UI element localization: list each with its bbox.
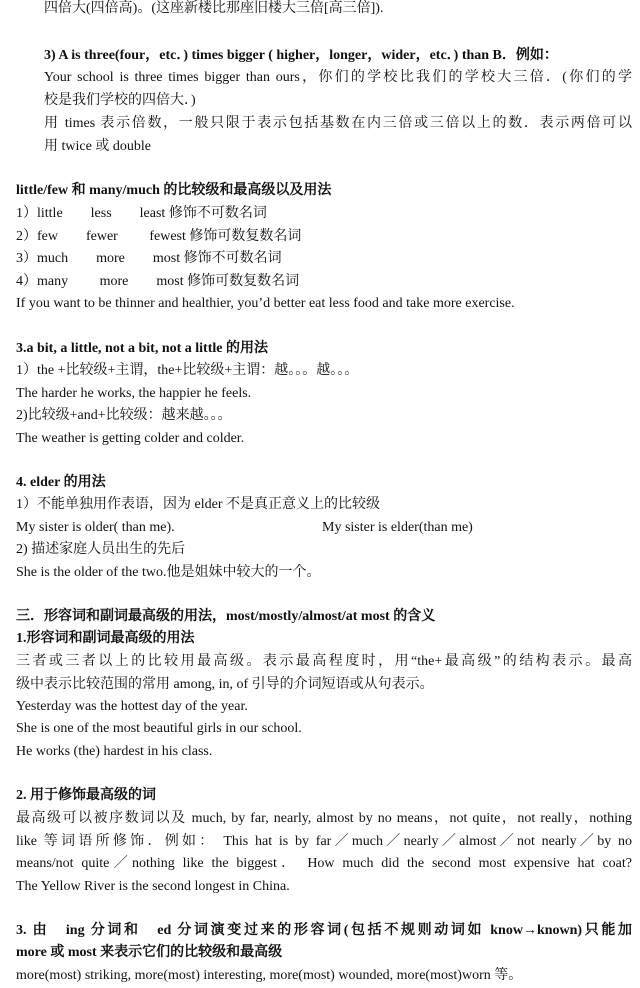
subsection-heading: 1.形容词和副词最高级的用法 bbox=[16, 631, 195, 646]
paragraph-line: means/not quite／nothing like the biggest． How much did the second most expensive hat coat? bbox=[16, 856, 632, 871]
list-item: 3）much more most 修饰不可数名词 bbox=[16, 251, 282, 266]
example-line: The harder he works, the happier he feels. bbox=[16, 386, 252, 401]
example-line: She is the older of the two.他是姐妹中较大的一个。 bbox=[16, 565, 321, 580]
list-item: 2)比较级+and+比较级：越来越。。。 bbox=[16, 408, 232, 423]
note-line: 用 twice 或 double bbox=[44, 139, 151, 154]
paragraph-line: like 等词语所修饰．例如： This hat is by far／much／nearly／almost／not nearly／by no bbox=[16, 834, 632, 849]
example-right: My sister is elder(than me) bbox=[322, 520, 473, 535]
example-line: She is one of the most beautiful girls in our school. bbox=[16, 721, 302, 736]
paragraph-line: 四倍大(四倍高)。(这座新楼比那座旧楼大三倍[高三倍]). bbox=[44, 1, 384, 16]
example-line: The Yellow River is the second longest in China. bbox=[16, 879, 290, 894]
example-row bbox=[16, 517, 632, 539]
list-item: 2）few fewer fewest 修饰可数复数名词 bbox=[16, 229, 302, 244]
paragraph-line: 最高级可以被序数词以及 much, by far, nearly, almost by no means，not quite，not really，nothing bbox=[16, 811, 632, 826]
example-line: The weather is getting colder and colder. bbox=[16, 431, 245, 446]
subsection-heading: more 或 most 来表示它们的比较级和最高级 bbox=[16, 945, 283, 960]
example-line: If you want to be thinner and healthier, you’d better eat less food and take more exercise. bbox=[16, 296, 515, 311]
example-line: Your school is three times bigger than ours，你们的学校比我们的学校大三倍．(你们的学 bbox=[44, 70, 632, 85]
list-item: 1）little less least 修饰不可数名词 bbox=[16, 206, 267, 221]
example-line: more(most) striking, more(most) interesting, more(most) wounded, more(most)worn 等。 bbox=[16, 968, 523, 983]
list-item: 2) 描述家庭人员出生的先后 bbox=[16, 542, 186, 557]
list-item: 1）the +比较级+主谓，the+比较级+主谓：越。。。越。。。 bbox=[16, 363, 359, 378]
section-heading: little/few 和 many/much 的比较级和最高级以及用法 bbox=[16, 183, 332, 198]
section-heading: 三．形容词和副词最高级的用法，most/mostly/almost/at most 的含义 bbox=[16, 609, 436, 624]
subsection-heading: 3. 由 ing 分词和 ed 分词演变过来的形容词(包括不规则动词如 know→known)只能加 bbox=[16, 923, 632, 938]
example-line: He works (the) hardest in his class. bbox=[16, 744, 213, 759]
note-line: 用 times 表示倍数，一般只限于表示包括基数在内三倍或三倍以上的数．表示两倍可以 bbox=[44, 116, 632, 131]
list-item: 4）many more most 修饰可数复数名词 bbox=[16, 274, 300, 289]
example-left: My sister is older( than me). bbox=[16, 520, 175, 535]
example-line: 校是我们学校的四倍大．) bbox=[44, 93, 196, 108]
list-item: 1）不能单独用作表语，因为 elder 不是真正意义上的比较级 bbox=[16, 497, 380, 512]
paragraph-line: 级中表示比较范围的常用 among, in, of 引导的介词短语或从句表示。 bbox=[16, 677, 434, 692]
section-heading: 4. elder 的用法 bbox=[16, 475, 106, 490]
example-line: Yesterday was the hottest day of the year. bbox=[16, 699, 248, 714]
rule-heading: 3) A is three(four，etc．) times bigger ( higher，longer，wider，etc．) than B．例如： bbox=[44, 48, 558, 63]
section-heading: 3.a bit, a little, not a bit, not a little 的用法 bbox=[16, 341, 268, 356]
paragraph-line: 三者或三者以上的比较用最高级。表示最高程度时，用“the+最高级”的结构表示。最高 bbox=[16, 654, 632, 669]
subsection-heading: 2. 用于修饰最高级的词 bbox=[16, 788, 156, 803]
